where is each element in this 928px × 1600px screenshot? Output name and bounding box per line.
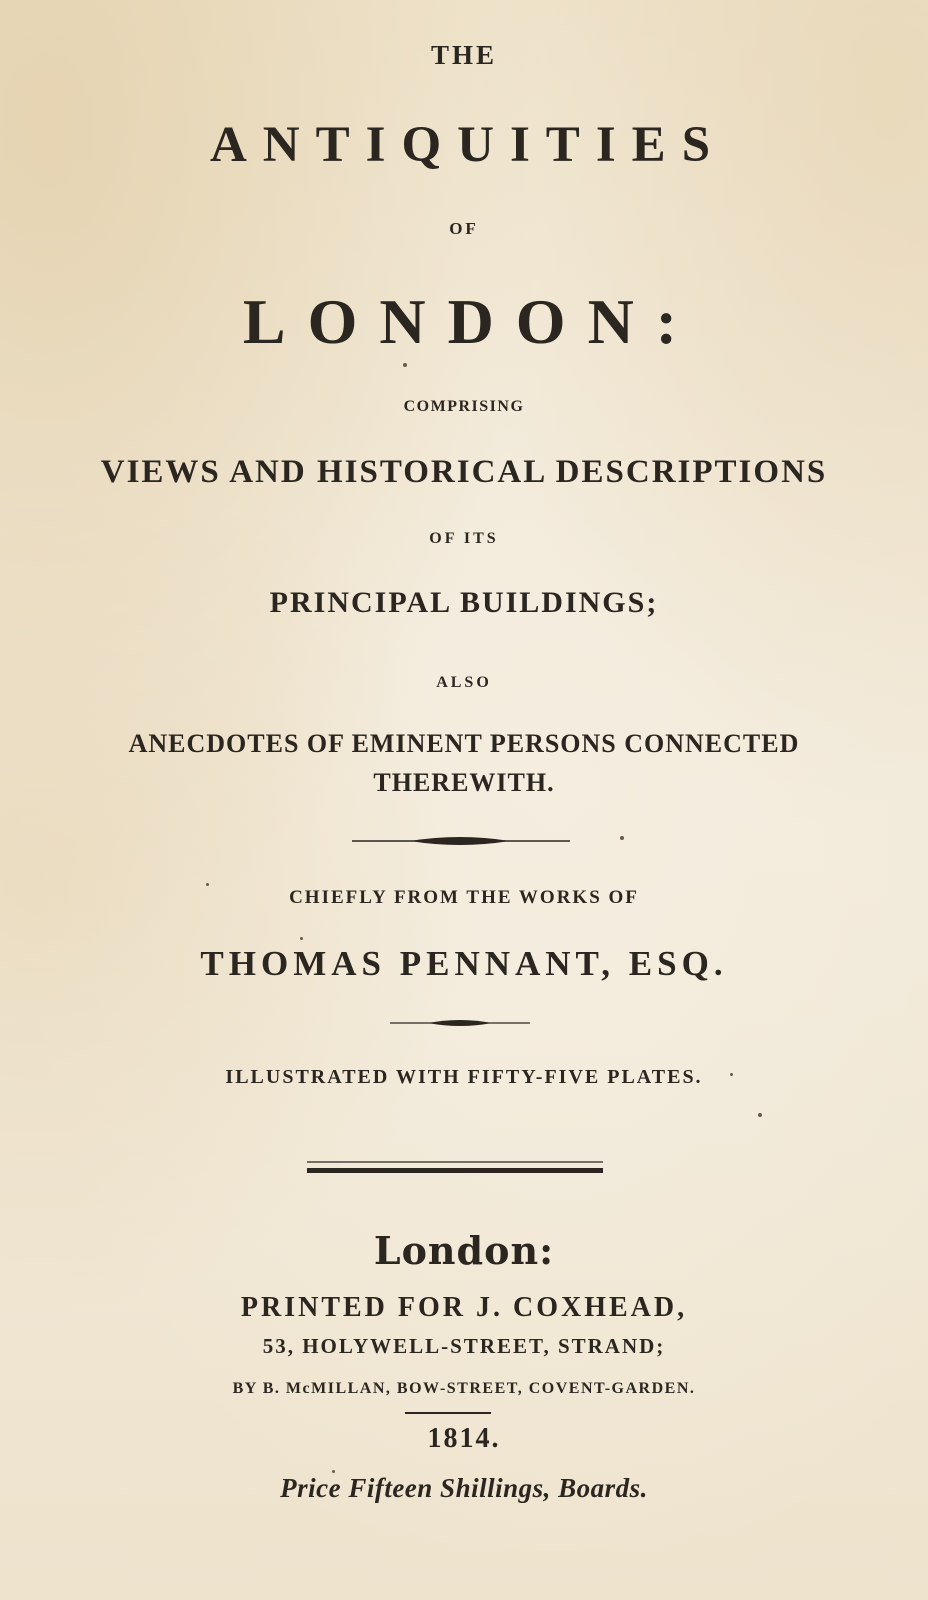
imprint-printed-for: PRINTED FOR J. COXHEAD, (240, 1292, 688, 1323)
subtitle-also: ALSO (436, 674, 492, 691)
title-the: THE (430, 40, 498, 70)
subtitle-principal-buildings: PRINCIPAL BUILDINGS; (269, 586, 659, 619)
ornamental-rule (388, 1016, 532, 1030)
paper-speck (206, 883, 209, 886)
subtitle-anecdotes-line-2: THEREWITH. (373, 768, 555, 797)
short-rule (404, 1410, 492, 1416)
paper-speck (620, 836, 624, 840)
subtitle-of-its: OF ITS (429, 530, 499, 547)
attribution-chiefly: CHIEFLY FROM THE WORKS OF (289, 887, 639, 908)
ornamental-rule (350, 832, 572, 850)
imprint-address: 53, HOLYWELL-STREET, STRAND; (262, 1334, 666, 1358)
illustrated-note: ILLUSTRATED WITH FIFTY-FIVE PLATES. (225, 1066, 703, 1088)
double-rule (306, 1158, 604, 1178)
subtitle-anecdotes-line-1: ANECDOTES OF EMINENT PERSONS CONNECTED (128, 729, 800, 758)
title-of: OF (449, 219, 479, 238)
author-name: THOMAS PENNANT, ESQ. (200, 944, 728, 983)
price-line: Price Fifteen Shillings, Boards. (280, 1473, 648, 1503)
imprint-by-line: BY B. McMILLAN, BOW-STREET, COVENT-GARDEN. (232, 1380, 696, 1397)
publication-year: 1814. (427, 1423, 501, 1454)
paper-speck (758, 1113, 762, 1117)
title-london: LONDON: (242, 286, 700, 357)
paper-speck (332, 1470, 335, 1473)
subtitle-comprising: COMPRISING (403, 398, 525, 415)
subtitle-views: VIEWS AND HISTORICAL DESCRIPTIONS (100, 454, 828, 490)
paper-speck (730, 1073, 733, 1076)
title-antiquities: ANTIQUITIES (209, 117, 727, 173)
paper-speck (403, 363, 407, 367)
imprint-place: London: (373, 1228, 555, 1273)
paper-speck (300, 937, 303, 940)
